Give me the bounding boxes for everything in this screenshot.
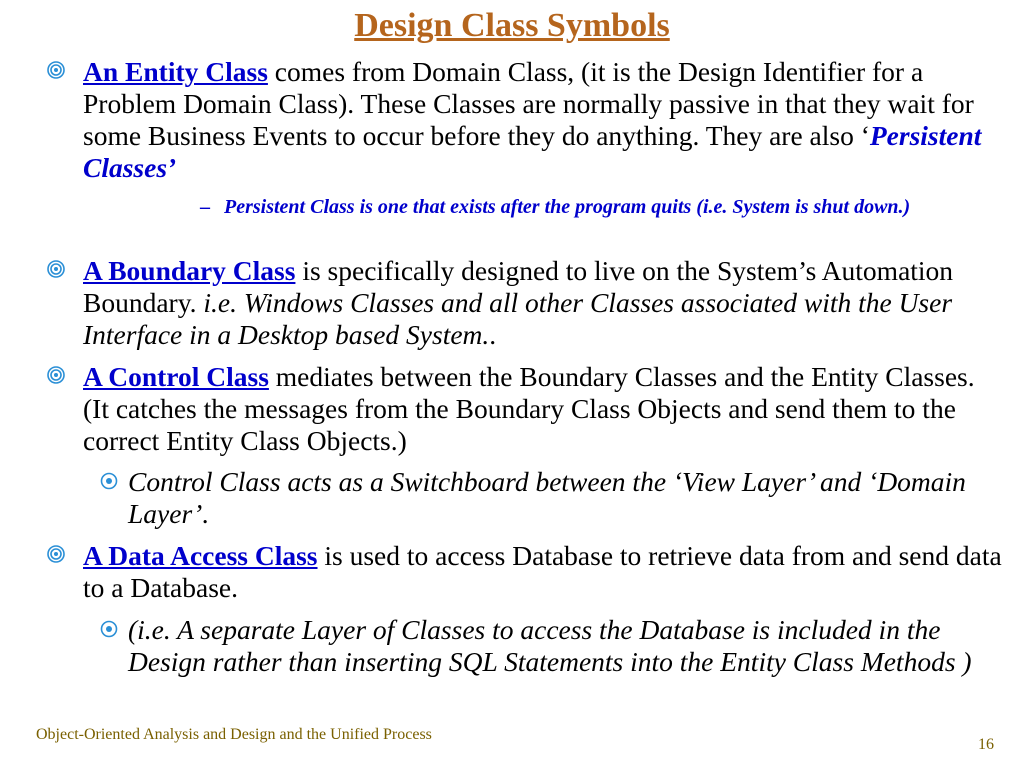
footer-text: Object-Oriented Analysis and Design and the Unified Process [36,726,432,743]
bullet-circle-icon [47,545,65,563]
switchboard-text: Control Class acts as a Switchboard between the ‘View Layer’ and ‘Domain Layer’. [128,466,966,529]
bullet-circle-icon [47,260,65,278]
bullet-data-access-class [47,540,1007,604]
bullet-entity-class [47,56,1007,184]
sub-bullet-switchboard [100,466,1000,530]
control-class-text: mediates between the Boundary Classes and the Entity Classes. (It catches the messages from the Boundary Class Objects and send them to the correct Entity Class Objects.) [83,361,975,456]
sub-bullet-data-access-layer [100,614,1000,678]
boundary-class-text: is specifically designed to live on the System’s Automation Boundary. [83,255,954,318]
sub-bullet-circle-icon [100,620,118,638]
term-boundary-class[interactable]: A Boundary Class [83,255,296,286]
term-control-class[interactable]: A Control Class [83,361,269,392]
page-number: 16 [978,736,994,753]
persistent-classes-text: Persistent Classes’ [83,120,982,183]
data-access-layer-text: (i.e. A separate Layer of Classes to access the Database is included in the Design rather than inserting SQL Statements into the Entity Class Methods ) [128,614,972,677]
bullet-boundary-class [47,255,1007,351]
boundary-class-tail: . [489,319,497,350]
term-entity-class[interactable]: An Entity Class [83,56,268,87]
bullet-circle-icon [47,366,65,384]
entity-class-text: comes from Domain Class, (it is the Design Identifier for a Problem Domain Class). These Classes are normally passive in that they wait for some Business Events to occur before they do anything. They are also ‘ [83,56,974,151]
sub-bullet-persistent-class [200,195,1000,220]
bullet-circle-icon [47,61,65,79]
term-data-access-class[interactable]: A Data Access Class [83,540,318,571]
sub-bullet-circle-icon [100,472,118,490]
persistent-class-definition: Persistent Class is one that exists after the program quits (i.e. System is shut down.) [224,196,911,218]
data-access-class-text: is used to access Database to retrieve data from and send data to a Database. [83,540,1002,603]
dash-marker: – [200,196,210,218]
bullet-control-class [47,361,1007,457]
boundary-class-example: i.e. Windows Classes and all other Classes associated with the User Interface in a Desktop based System. [83,287,953,350]
slide-title: Design Class Symbols [354,7,670,44]
